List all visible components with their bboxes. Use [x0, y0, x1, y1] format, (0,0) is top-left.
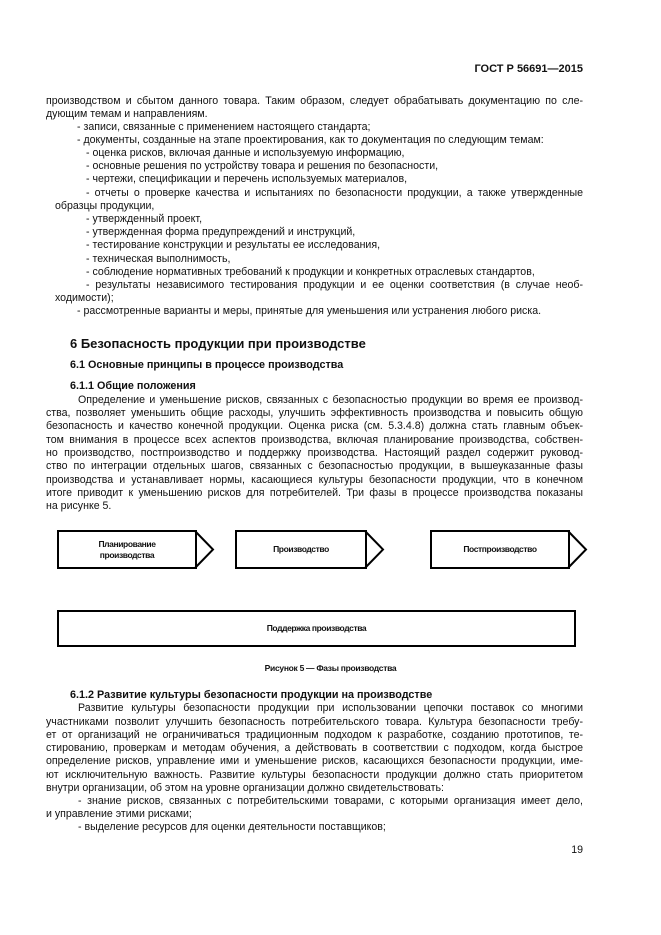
document-id: ГОСТ Р 56691—2015 — [474, 63, 583, 75]
text-line: - знание рисков, связанных с потребительскими товарами, с которыми организация имеет дело, — [78, 795, 583, 807]
text-line: - рассмотренные варианты и меры, принятые для уменьшения или устранения любого риска. — [77, 305, 542, 317]
support-label: Поддержка производства — [266, 623, 367, 633]
phase-label: Постпроизводство — [463, 544, 537, 554]
text-line: дующим темам и направлениям. — [46, 108, 208, 120]
text-line: - выделение ресурсов для оценки деятельности поставщиков; — [78, 821, 386, 833]
phase-box-postproduction — [430, 530, 570, 569]
text-line: - тестирование конструкции и результаты ее исследования, — [86, 239, 381, 251]
text-line: участниками позволит улучшить безопасность потребительского товара. Культура безопасности требу- — [46, 716, 583, 728]
text-line: на рисунке 5. — [46, 500, 112, 512]
text-line: безопасность и качество конечной продукции. Оценка риска (см. 5.3.4.8) должна стать главным объек- — [46, 420, 583, 432]
text-line: - утвержденная форма предупреждений и инструкций, — [86, 226, 356, 238]
text-line: - отчеты о проверке качества и испытаниях по безопасности продукции, а также утвержденные — [86, 187, 583, 199]
text-line: ет от организаций не ограничиваться традиционным подходом к разработке, созданию прототипов, те- — [46, 729, 583, 741]
text-line: ходимости); — [55, 292, 114, 304]
text-line: - техническая выполнимость, — [86, 253, 231, 265]
text-line: внутри организации, об этом на уровне организации должно свидетельствовать: — [46, 782, 444, 794]
support-box — [57, 610, 576, 647]
section-heading: 6.1.1 Общие положения — [70, 380, 196, 392]
text-line: определение рисков, управление ими и уменьшение рисков, касающихся безопасности продукции, име- — [46, 755, 583, 767]
text-line: ство по интеграции отдельных шагов, связанных с безопасностью продукции, в вышеуказанные фазы — [46, 460, 583, 472]
arrow-icon — [365, 530, 385, 569]
text-line: ства, позволяет уменьшить общие расходы, улучшить эффективность производства и повысить общую — [46, 407, 583, 419]
text-line: - утвержденный проект, — [86, 213, 203, 225]
text-line: - оценка рисков, включая данные и используемую информацию, — [86, 147, 405, 159]
text-line: - документы, созданные на этапе проектирования, как то документация по следующим темам: — [77, 134, 544, 146]
text-line: итоге приводит к уменьшению рисков для потребителей. Три фазы в процессе производства показаны — [46, 487, 583, 499]
text-line: производства и устанавливает нормы, касающиеся культуры безопасности продукции, что в конечном — [46, 474, 583, 486]
text-line: - записи, связанные с применением настоящего стандарта; — [77, 121, 371, 133]
section-heading: 6.1.2 Развитие культуры безопасности продукции на производстве — [70, 689, 433, 701]
text-line: Развитие культуры безопасности продукции при использовании цепочки поставок со многими — [78, 702, 583, 714]
phase-label: Производство — [273, 544, 329, 554]
text-line: производством и сбытом данного товара. Таким образом, следует обрабатывать документацию по сле- — [46, 95, 583, 107]
text-line: и управление этими рисками; — [46, 808, 192, 820]
text-line: том внимания в процессе всех аспектов производства, включая планирование производства, собствен- — [46, 434, 583, 446]
figure-caption: Рисунок 5 — Фазы производства — [264, 663, 397, 673]
text-line: но производство, постпроизводство и поддержку производства. Настоящий раздел содержит руковод- — [46, 447, 583, 459]
text-line: - чертежи, спецификации и перечень используемых материалов, — [86, 173, 408, 185]
text-line: - соблюдение нормативных требований к продукции и конкретных отраслевых стандартов, — [86, 266, 535, 278]
text-line: - основные решения по устройству товара и решения по безопасности, — [86, 160, 439, 172]
text-line: стированию, проверкам и методам обучения, а действовать в соответствии с подходом, когда быстрое — [46, 742, 583, 754]
phase-label: Планирование производства — [98, 538, 156, 560]
text-line: образцы продукции, — [55, 200, 155, 212]
text-line: - результаты независимого тестирования продукции и ее оценки соответствия (в случае необ- — [86, 279, 583, 291]
text-line: ют исключительную важность. Развитие культуры безопасности продукции должно стать приоритетом — [46, 769, 583, 781]
page-number: 19 — [571, 844, 583, 856]
section-heading: 6.1 Основные принципы в процессе производства — [70, 359, 344, 371]
text-line: Определение и уменьшение рисков, связанных с безопасностью продукции во время ее производ- — [78, 394, 583, 406]
phase-box-planning — [57, 530, 197, 569]
arrow-icon — [195, 530, 215, 569]
section-heading: 6 Безопасность продукции при производстве — [70, 336, 366, 351]
phase-box-production — [235, 530, 367, 569]
arrow-icon — [568, 530, 588, 569]
